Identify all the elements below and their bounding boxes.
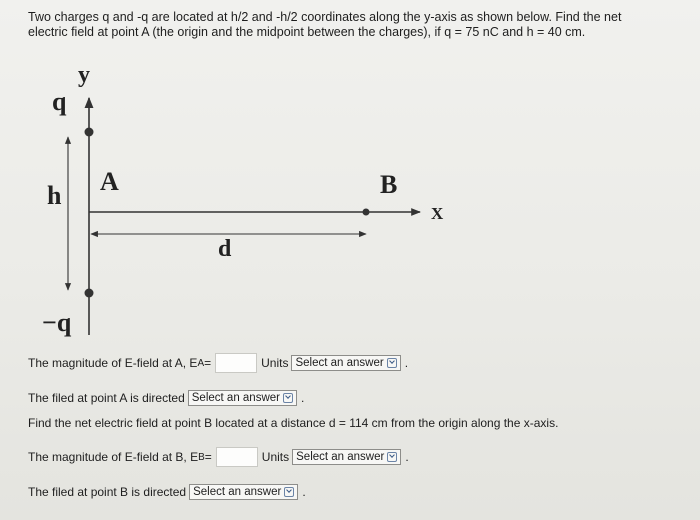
question-ea-magnitude: The magnitude of E-field at A, E A = Units Select an answer . (28, 353, 408, 373)
eb-subscript: B (198, 451, 205, 463)
b-direction-select[interactable]: Select an answer (189, 484, 298, 500)
point-b-dot (363, 209, 370, 216)
h-label: h (47, 181, 62, 210)
x-axis-label: X (431, 204, 444, 223)
point-a-label: A (100, 167, 119, 196)
chevron-down-icon (283, 393, 293, 403)
point-b-label: B (380, 170, 398, 199)
eb-answer-input[interactable] (216, 447, 258, 467)
question-b-intro-text: Find the net electric field at point B located at a distance d = 114 cm from the origin along the x-axis. (28, 416, 559, 430)
question-b-direction: The filed at point B is directed Select an answer . (28, 485, 306, 499)
y-axis-label: y (78, 62, 90, 88)
charge-neg-q-dot (85, 289, 94, 298)
question-eb-text: The magnitude of E-field at B, E (28, 450, 199, 464)
charge-q-label: q (52, 87, 67, 116)
charge-q-dot (85, 128, 94, 137)
question-a-direction: The filed at point A is directed Select an answer . (28, 391, 305, 405)
a-direction-select[interactable]: Select an answer (188, 390, 297, 406)
eb-equals: = (204, 450, 212, 464)
eb-units-select[interactable]: Select an answer (292, 449, 401, 465)
ea-units-label: Units (261, 356, 289, 370)
question-a-direction-text: The filed at point A is directed (28, 391, 185, 405)
eb-units-label: Units (261, 450, 290, 464)
question-b-direction-text: The filed at point B is directed (28, 485, 187, 499)
ea-subscript: A (197, 357, 205, 369)
question-b-intro (28, 416, 558, 430)
d-label: d (218, 236, 232, 262)
chevron-down-icon (387, 452, 397, 462)
ea-units-select[interactable]: Select an answer (291, 355, 400, 371)
problem-text-line-2: electric field at point A (the origin and the midpoint between the charges), if q = 75 nC and h = 40 cm. (28, 25, 586, 39)
ea-answer-input[interactable] (215, 353, 257, 373)
ea-equals: = (204, 356, 212, 370)
chevron-down-icon (387, 358, 397, 368)
question-eb-magnitude: The magnitude of E-field at B, E B = Units Select an answer . (28, 447, 409, 467)
problem-text-line-1: Two charges q and -q are located at h/2 and -h/2 coordinates along the y-axis as shown below. Find the net (28, 10, 622, 24)
charge-neg-q-label: −q (42, 308, 72, 337)
question-ea-text: The magnitude of E-field at A, E (28, 356, 198, 370)
chevron-down-icon (284, 487, 294, 497)
